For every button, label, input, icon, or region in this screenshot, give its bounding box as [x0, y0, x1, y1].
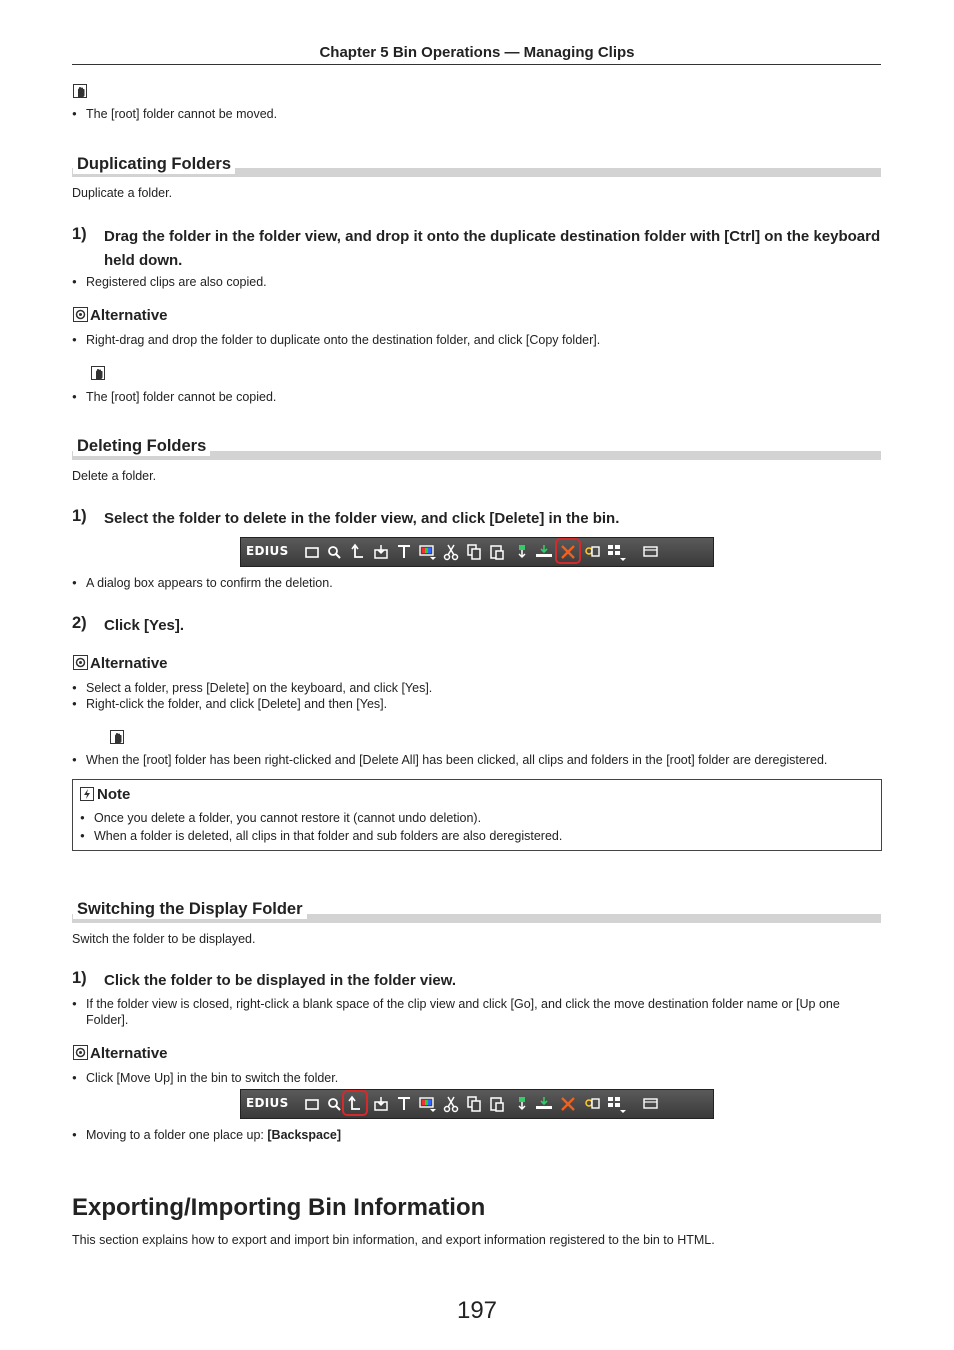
paste-icon[interactable]: [487, 1094, 507, 1114]
properties-icon[interactable]: [582, 1094, 602, 1114]
list-item: ● Once you delete a folder, you cannot restore it (cannot undo deletion).: [80, 810, 481, 826]
alternative-icon: [73, 1045, 88, 1065]
list-item: ● When the [root] folder has been right-clicked and [Delete All] has been clicked, all clips and folders in the [root] folder are deregistered.: [72, 752, 827, 768]
list-item: ● If the folder view is closed, right-click a blank space of the clip view and click [Go], and click the move destination folder name or [Up one Folder].: [72, 996, 881, 1028]
alternative-icon: [73, 307, 88, 327]
section-heading-export: Exporting/Importing Bin Information: [72, 1194, 486, 1221]
bin-window-icon[interactable]: [641, 542, 661, 562]
restriction-icon: [110, 730, 124, 744]
step-text: Click [Yes].: [104, 617, 185, 634]
search-icon[interactable]: [324, 542, 344, 562]
search-icon[interactable]: [324, 1094, 344, 1114]
edius-logo: EDIUS: [246, 1096, 289, 1110]
note-icon: [80, 787, 94, 806]
edius-logo: EDIUS: [246, 544, 289, 558]
cut-icon[interactable]: [441, 542, 461, 562]
step-text: Click the folder to be displayed in the folder view.: [104, 972, 457, 989]
step-text: Select the folder to delete in the folder view, and click [Delete] in the bin.: [104, 510, 620, 527]
list-item: ● A dialog box appears to confirm the deletion.: [72, 575, 333, 591]
section-description: Duplicate a folder.: [72, 186, 173, 200]
restriction-icon: [73, 84, 87, 98]
alternative-title: Alternative: [90, 655, 168, 672]
text-icon[interactable]: [394, 542, 414, 562]
delete-icon[interactable]: [558, 542, 578, 562]
section-title-duplicating: Duplicating Folders: [73, 155, 235, 174]
color-bars-icon[interactable]: [417, 542, 437, 562]
move-up-icon[interactable]: [348, 542, 368, 562]
step-text: Drag the folder in the folder view, and drop it onto the duplicate destination folder with [Ctrl] on the keyboard held down.: [104, 228, 881, 269]
view-mode-icon[interactable]: [606, 1094, 626, 1114]
shortcut-label: Moving to a folder one place up:: [86, 1128, 268, 1142]
new-folder-icon[interactable]: [302, 542, 322, 562]
alternative-title: Alternative: [90, 1045, 168, 1062]
note-title: Note: [97, 786, 131, 803]
section-description: This section explains how to export and import bin information, and export information registered to the bin to HTML.: [72, 1233, 715, 1247]
list-item: ● Registered clips are also copied.: [72, 274, 267, 290]
shortcut-key: [Backspace]: [267, 1128, 342, 1142]
restriction-icon: [91, 366, 105, 380]
list-item: ● The [root] folder cannot be copied.: [72, 389, 276, 405]
new-folder-icon[interactable]: [302, 1094, 322, 1114]
header-rule: [72, 64, 881, 65]
view-mode-icon[interactable]: [606, 542, 626, 562]
send-to-player-icon[interactable]: [534, 542, 554, 562]
cut-icon[interactable]: [441, 1094, 461, 1114]
add-clip-icon[interactable]: [371, 542, 391, 562]
paste-icon[interactable]: [487, 542, 507, 562]
add-to-timeline-icon[interactable]: [512, 542, 532, 562]
alternative-title: Alternative: [90, 307, 168, 324]
step-number: 1): [72, 969, 87, 987]
move-up-icon[interactable]: [345, 1094, 365, 1114]
alternative-icon: [73, 655, 88, 675]
color-bars-icon[interactable]: [417, 1094, 437, 1114]
list-item: ● Right-drag and drop the folder to duplicate onto the destination folder, and click [Copy folder].: [72, 332, 600, 348]
list-item: ● The [root] folder cannot be moved.: [72, 106, 277, 122]
section-title-deleting: Deleting Folders: [73, 437, 210, 456]
section-description: Delete a folder.: [72, 469, 157, 483]
properties-icon[interactable]: [582, 542, 602, 562]
list-item: ● Right-click the folder, and click [Delete] and then [Yes].: [72, 696, 387, 712]
bin-toolbar: [240, 1089, 714, 1119]
delete-icon[interactable]: [558, 1094, 578, 1114]
list-item: ● Click [Move Up] in the bin to switch the folder.: [72, 1070, 338, 1086]
send-to-player-icon[interactable]: [534, 1094, 554, 1114]
step-number: 2): [72, 614, 87, 632]
text-icon[interactable]: [394, 1094, 414, 1114]
step-number: 1): [72, 225, 87, 243]
copy-icon[interactable]: [464, 542, 484, 562]
list-item: ● Select a folder, press [Delete] on the keyboard, and click [Yes].: [72, 680, 432, 696]
list-item: ● When a folder is deleted, all clips in that folder and sub folders are also deregistered.: [80, 828, 562, 844]
section-description: Switch the folder to be displayed.: [72, 932, 256, 946]
list-item: [72, 1127, 341, 1143]
bin-toolbar: [240, 537, 714, 567]
add-to-timeline-icon[interactable]: [512, 1094, 532, 1114]
copy-icon[interactable]: [464, 1094, 484, 1114]
step-number: 1): [72, 507, 87, 525]
add-clip-icon[interactable]: [371, 1094, 391, 1114]
chapter-header: Chapter 5 Bin Operations — Managing Clips: [319, 44, 635, 61]
section-title-switching: Switching the Display Folder: [73, 900, 307, 919]
bin-window-icon[interactable]: [641, 1094, 661, 1114]
page-number: 197: [456, 1297, 498, 1324]
